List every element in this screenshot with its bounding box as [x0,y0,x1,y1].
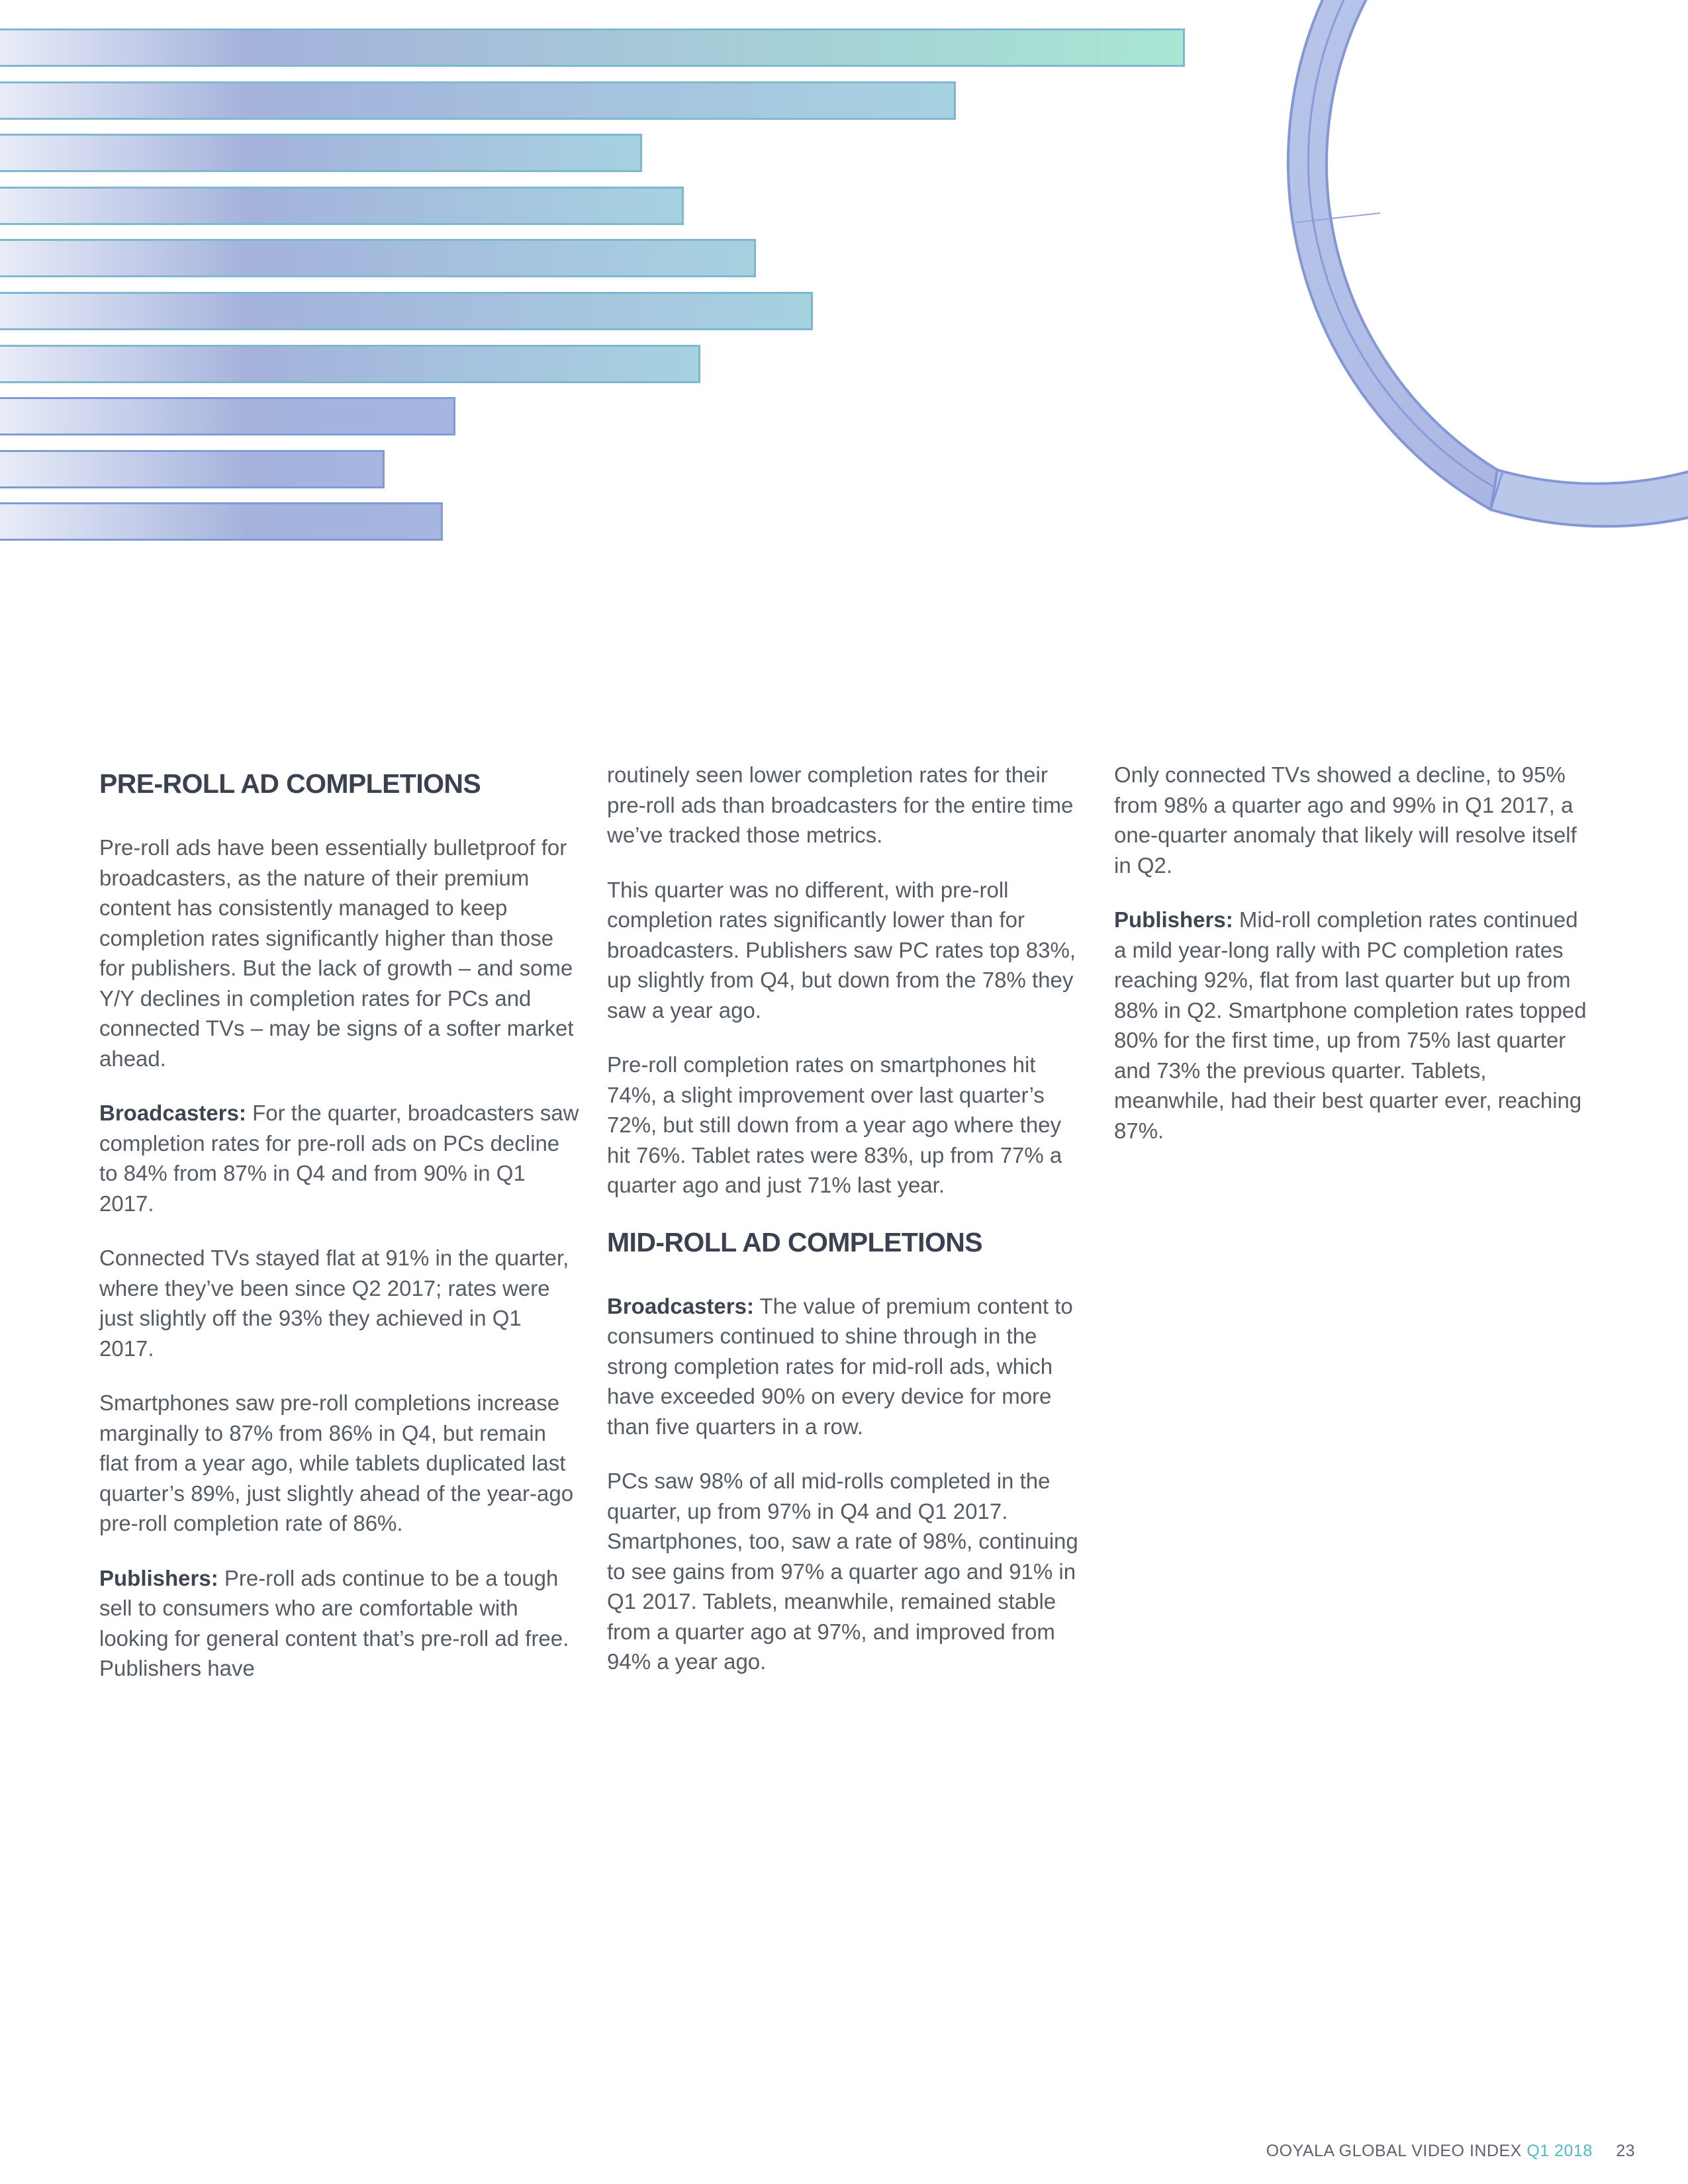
paragraph: Only connected TVs showed a decline, to 95% from 98% a quarter ago and 99% in Q1 2017, a one-quarter anomaly that likely will resolve itself in Q2. [1114,762,1577,878]
paragraph: This quarter was no different, with pre-roll completion rates significantly lower than for broadcasters. Publishers saw PC rates top 83%, up slightly from Q4, but down from the 78% they saw a year ago. [607,877,1076,1023]
footer-title: OOYALA GLOBAL VIDEO INDEX [1266,2142,1522,2160]
paragraph-text: For the quarter, broadcasters saw completion rates for pre-roll ads on PCs decline to 84% from 87% in Q4 and from 90% in Q1 2017. [99,1101,579,1216]
paragraph: routinely seen lower completion rates for their pre-roll ads than broadcasters for the entire time we’ve tracked those metrics. [607,762,1074,847]
paragraph [607,1291,1087,1442]
paragraph-lead: Broadcasters: [607,1293,754,1318]
decorative-bar [0,81,956,120]
paragraph-lead: Broadcasters: [99,1101,246,1125]
decorative-bar [0,134,642,172]
page-number: 23 [1616,2142,1635,2160]
decorative-bar [0,28,1185,67]
paragraph-lead: Publishers: [1114,907,1233,932]
section-heading-mid-roll: MID-ROLL AD COMPLETIONS [607,1226,983,1257]
text-column-1 [99,760,579,1708]
paragraph [99,1563,579,1684]
paragraph-lead: Publishers: [99,1565,218,1590]
section-heading-pre-roll: PRE-ROLL AD COMPLETIONS [99,768,481,799]
paragraph: Pre-roll completion rates on smartphones hit 74%, a slight improvement over last quarter’s 72%, but still down from a year ago where they hit 76%. Tablet rates were 83%, up from 77% a quarter ago and just 71% last year. [607,1052,1062,1197]
ring-divider [1295,213,1380,222]
text-column-3 [1114,760,1594,1170]
ring-divider [1491,471,1503,510]
text-column-2 [607,760,1087,1702]
decorative-bar [0,292,813,330]
ring-inner-edge [1308,0,1493,486]
decorative-bar [0,187,684,225]
paragraph-text: The value of premium content to consumers continued to shine through in the strong completion rates for mid-roll ads, which have exceeded 90% on every device for more than five quarters in a row. [607,1293,1073,1439]
paragraph: PCs saw 98% of all mid-rolls completed in the quarter, up from 97% in Q4 and Q1 2017. Smartphones, too, saw a rate of 98%, continuing to see gains from 97% a quarter ago and 91% in Q1 2017. Tablets, meanwhile, remained stable from a quarter ago at 97%, and improved from 94% a year ago. [607,1469,1078,1674]
decorative-bar [0,502,443,541]
paragraph: Connected TVs stayed flat at 91% in the quarter, where they’ve been since Q2 2017; rates were just slightly off the 93% they achieved in Q1 2017. [99,1246,569,1361]
decorative-bar [0,345,700,383]
paragraph-text: Mid-roll completion rates continued a mild year-long rally with PC completion rates reaching 92%, flat from last quarter but up from 88% in Q2. Smartphone completion rates topped 80% for the first time, up from 75% last quarter and 73% the previous quarter. Tablets, meanwhile, had their best quarter ever, reaching 87%. [1114,907,1587,1143]
footer-quarter: Q1 2018 [1526,2142,1593,2160]
ring-segments [1288,0,1688,526]
paragraph: Smartphones saw pre-roll completions increase marginally to 87% from 86% in Q4, but remain flat from a year ago, while tablets duplicated last quarter’s 89%, just slightly ahead of the year-ago pre-roll completion rate of 86%. [99,1390,574,1535]
ring-segment [1491,470,1688,526]
paragraph [1114,905,1594,1146]
paragraph-text: Pre-roll ads continue to be a tough sell to consumers who are comfortable with looking for general content that’s pre-roll ad free. Publishers have [99,1565,569,1680]
decorative-bar [0,397,455,435]
decorative-bar-graphic [0,0,1192,569]
decorative-bar [0,450,385,488]
decorative-bar [0,239,756,277]
paragraph [99,1098,579,1218]
ring-segment [1288,0,1497,510]
page-footer [1266,2142,1635,2161]
paragraph: Pre-roll ads have been essentially bulletproof for broadcasters, as the nature of their premium content has consistently managed to keep completion rates significantly higher than those for publishers. But the lack of growth – and some Y/Y declines in completion rates for PCs and connected TVs – may be signs of a softer market ahead. [99,835,574,1071]
